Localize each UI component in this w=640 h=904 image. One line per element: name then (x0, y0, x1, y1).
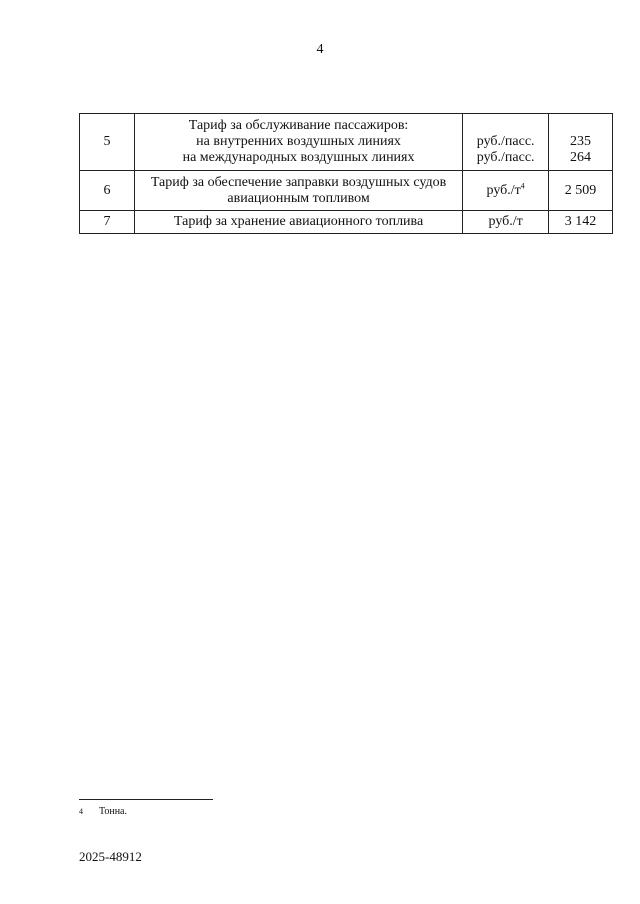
document-number: 2025-48912 (79, 849, 142, 864)
footnote-divider (79, 799, 213, 800)
value-cell (549, 114, 613, 171)
unit-label: руб./пасс. (476, 150, 535, 165)
tariff-value: 264 (570, 150, 592, 165)
table-row (80, 171, 613, 211)
footnote (79, 806, 127, 818)
tariff-value: 235 (570, 134, 592, 149)
tariff-name-line: авиационным топливом (227, 190, 370, 206)
unit-cell (463, 114, 549, 171)
footnote-reference: 4 (520, 180, 525, 190)
row-number: 5 (80, 114, 135, 171)
row-number: 6 (80, 171, 135, 211)
unit-label: руб./т (463, 211, 549, 234)
tariff-name-line: на внутренних воздушных линиях (196, 134, 401, 149)
unit-label: руб./т (486, 182, 521, 198)
row-number: 7 (80, 211, 135, 234)
tariff-table (79, 113, 613, 234)
tariff-value: 2 509 (549, 171, 613, 211)
tariff-name-line: Тариф за обслуживание пассажиров: (188, 118, 409, 133)
tariff-value: 3 142 (549, 211, 613, 234)
tariff-name-line: на международных воздушных линиях (182, 150, 415, 165)
table-row (80, 114, 613, 171)
page-number: 4 (316, 42, 324, 57)
unit-cell (463, 171, 549, 211)
tariff-name: Тариф за хранение авиационного топлива (134, 211, 462, 234)
unit-label: руб./пасс. (476, 134, 535, 149)
table-row (80, 211, 613, 234)
footnote-text: Тонна. (99, 806, 127, 817)
tariff-name-line: Тариф за обеспечение заправки воздушных судов (150, 174, 447, 190)
tariff-name (134, 171, 462, 211)
tariff-name (134, 114, 462, 171)
footnote-mark: 4 (79, 807, 83, 816)
